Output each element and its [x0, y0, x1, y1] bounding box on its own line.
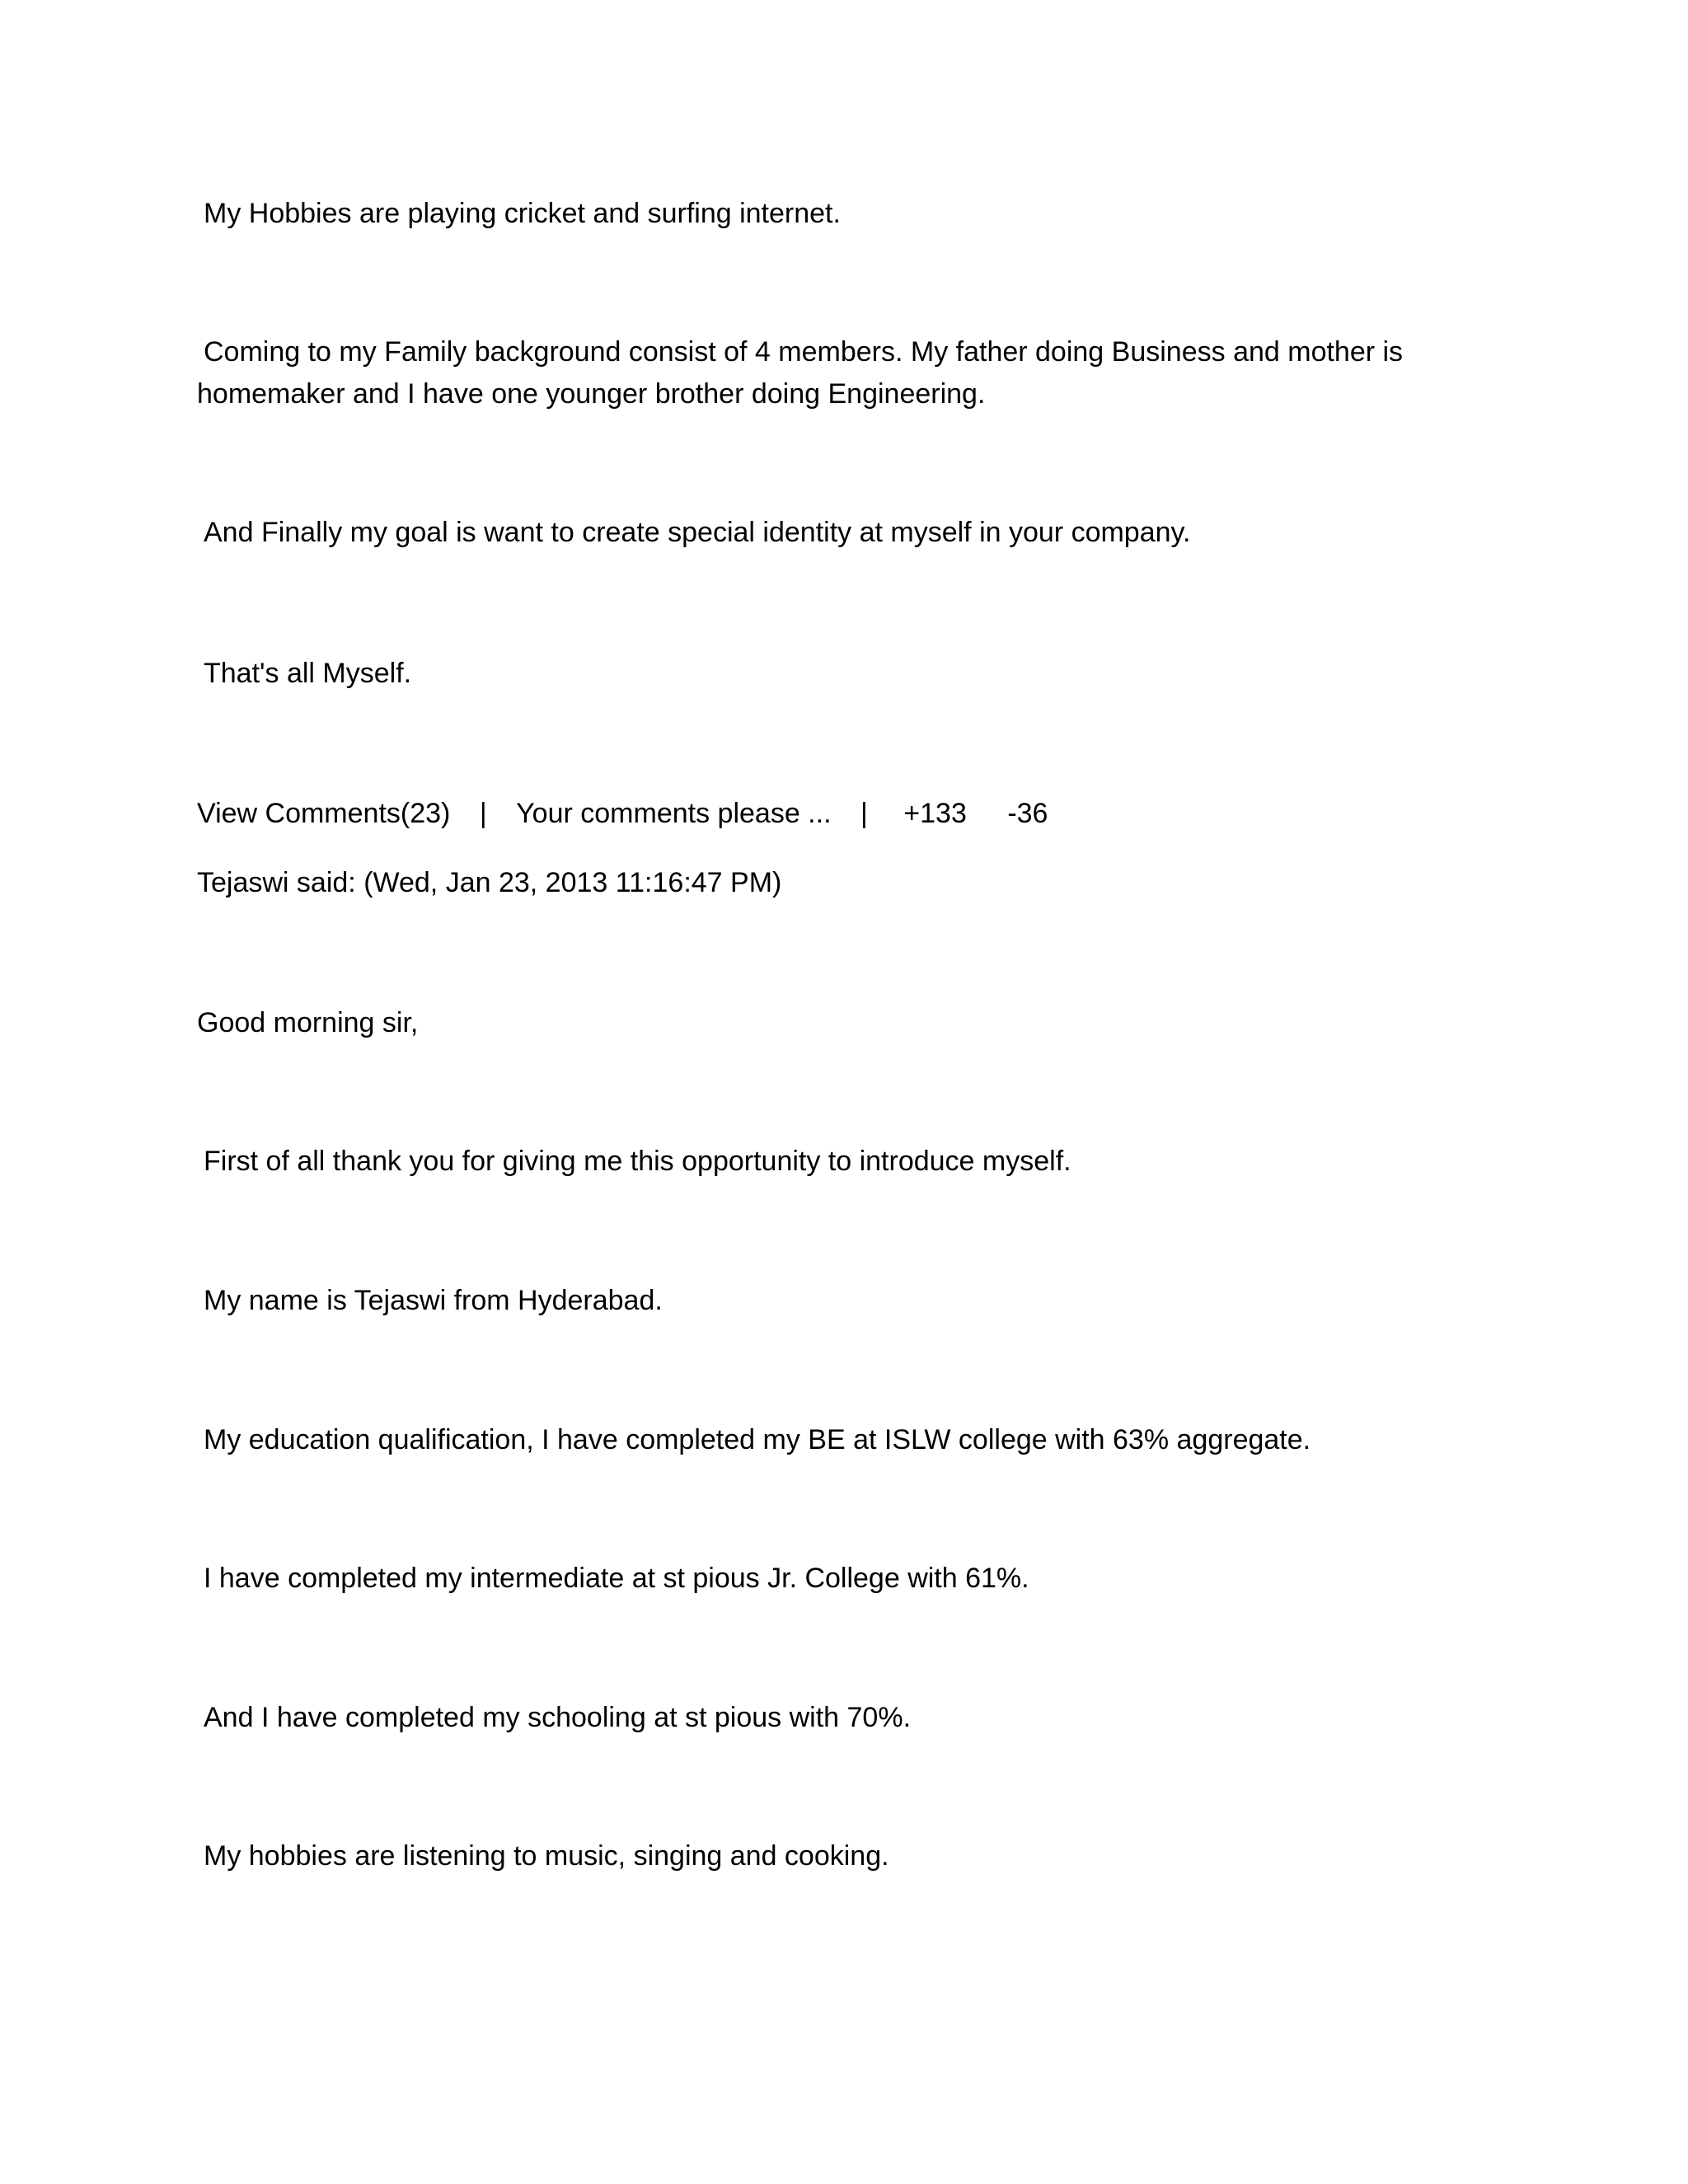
comment-intermediate: I have completed my intermediate at st pious Jr. College with 61%. [204, 1563, 1029, 1594]
your-comments-link[interactable]: Your comments please ... [516, 798, 832, 829]
separator: | [479, 798, 487, 829]
post-closing-text: That's all Myself. [204, 658, 412, 689]
comment-education: My education qualification, I have completed my BE at ISLW college with 63% aggregate. [204, 1424, 1311, 1455]
post-hobbies-text: My Hobbies are playing cricket and surfing internet. [204, 198, 841, 229]
comment-hobbies: My hobbies are listening to music, singing and cooking. [204, 1840, 889, 1872]
comment-greeting: Good morning sir, [197, 1007, 419, 1038]
post-family-text: Coming to my Family background consist of 4 members. My father doing Business and mother is homemaker and I have one younger brother doing Engineering. [197, 336, 1404, 410]
comment-name: My name is Tejaswi from Hyderabad. [204, 1285, 663, 1316]
downvote-count[interactable]: -36 [1007, 798, 1048, 829]
comment-author-line: Tejaswi said: (Wed, Jan 23, 2013 11:16:47 PM) [197, 867, 782, 898]
comment-thanks: First of all thank you for giving me this opportunity to introduce myself. [204, 1146, 1071, 1177]
view-comments-link[interactable]: View Comments(23) [197, 798, 451, 829]
separator: | [860, 798, 868, 829]
comment-schooling: And I have completed my schooling at st pious with 70%. [204, 1702, 912, 1733]
post-goal-text: And Finally my goal is want to create special identity at myself in your company. [204, 517, 1191, 548]
comment-action-bar [197, 793, 1048, 835]
upvote-count[interactable]: +133 [903, 798, 967, 829]
